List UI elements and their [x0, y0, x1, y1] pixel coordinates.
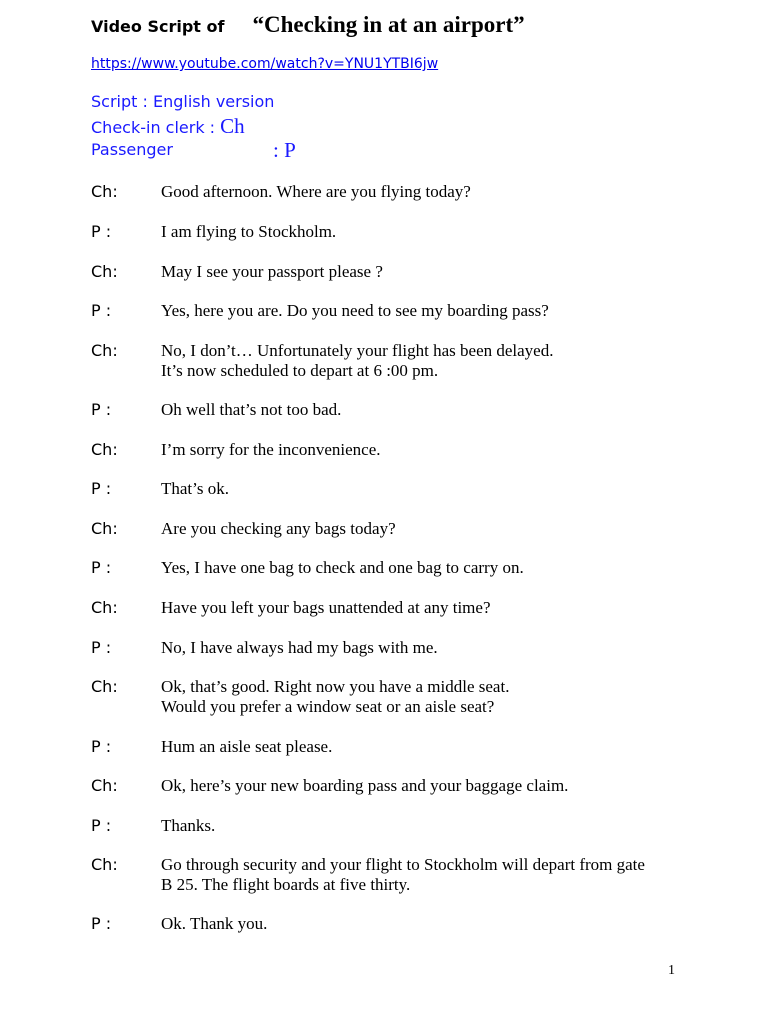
document-title	[91, 12, 525, 38]
dialogue-text: Ok, that’s good. Right now you have a middle seat. Would you prefer a window seat or an aisle seat?	[161, 677, 510, 716]
speaker-label: Ch:	[91, 855, 118, 874]
speaker-label: P :	[91, 914, 112, 933]
dialogue-text: I am flying to Stockholm.	[161, 222, 337, 241]
clerk-abbr: Ch	[220, 114, 245, 138]
clerk-label: Check-in clerk :	[91, 118, 221, 137]
speaker-label: P :	[91, 400, 112, 419]
dialogue-text: Thanks.	[161, 816, 216, 835]
speaker-label: P :	[91, 222, 112, 241]
video-link[interactable]: https://www.youtube.com/watch?v=YNU1YTBI6jw	[91, 56, 439, 72]
title-prefix: Video Script of	[91, 17, 225, 36]
dialogue-text: No, I don’t… Unfortunately your flight has been delayed. It’s now scheduled to depart at 6 :00 pm.	[161, 341, 554, 380]
page-number: 1	[668, 963, 675, 978]
speaker-label: Ch:	[91, 519, 118, 538]
passenger-label: Passenger	[91, 140, 173, 159]
speaker-label: Ch:	[91, 182, 118, 201]
speaker-label: P :	[91, 301, 112, 320]
dialogue-text: Are you checking any bags today?	[161, 519, 396, 538]
dialogue-text: No, I have always had my bags with me.	[161, 638, 438, 657]
dialogue-text: Ok, here’s your new boarding pass and your baggage claim.	[161, 776, 569, 795]
dialogue-text: Hum an aisle seat please.	[161, 737, 333, 756]
dialogue-text: Oh well that’s not too bad.	[161, 400, 342, 419]
speaker-label: Ch:	[91, 440, 118, 459]
script-language-line: Script : English version	[91, 92, 275, 111]
dialogue-text: Yes, I have one bag to check and one bag to carry on.	[161, 558, 524, 577]
dialogue-text: Good afternoon. Where are you flying today?	[161, 182, 471, 201]
clerk-legend	[91, 114, 245, 139]
speaker-label: Ch:	[91, 677, 118, 696]
passenger-legend	[91, 138, 296, 162]
speaker-label: Ch:	[91, 776, 118, 795]
speaker-label: Ch:	[91, 341, 118, 360]
dialogue-text: Ok. Thank you.	[161, 914, 268, 933]
dialogue-text: May I see your passport please ?	[161, 262, 383, 281]
dialogue-text: I’m sorry for the inconvenience.	[161, 440, 381, 459]
speaker-label: P :	[91, 638, 112, 657]
passenger-abbr: : P	[273, 138, 296, 162]
dialogue-text: That’s ok.	[161, 479, 229, 498]
dialogue-text: Go through security and your flight to Stockholm will depart from gate B 25. The flight boards at five thirty.	[161, 855, 645, 894]
speaker-label: P :	[91, 816, 112, 835]
speaker-label: P :	[91, 737, 112, 756]
speaker-label: P :	[91, 558, 112, 577]
dialogue-text: Yes, here you are. Do you need to see my boarding pass?	[161, 301, 549, 320]
title-quoted: “Checking in at an airport”	[252, 12, 525, 37]
speaker-label: Ch:	[91, 598, 118, 617]
speaker-label: P :	[91, 479, 112, 498]
dialogue-text: Have you left your bags unattended at any time?	[161, 598, 491, 617]
speaker-label: Ch:	[91, 262, 118, 281]
